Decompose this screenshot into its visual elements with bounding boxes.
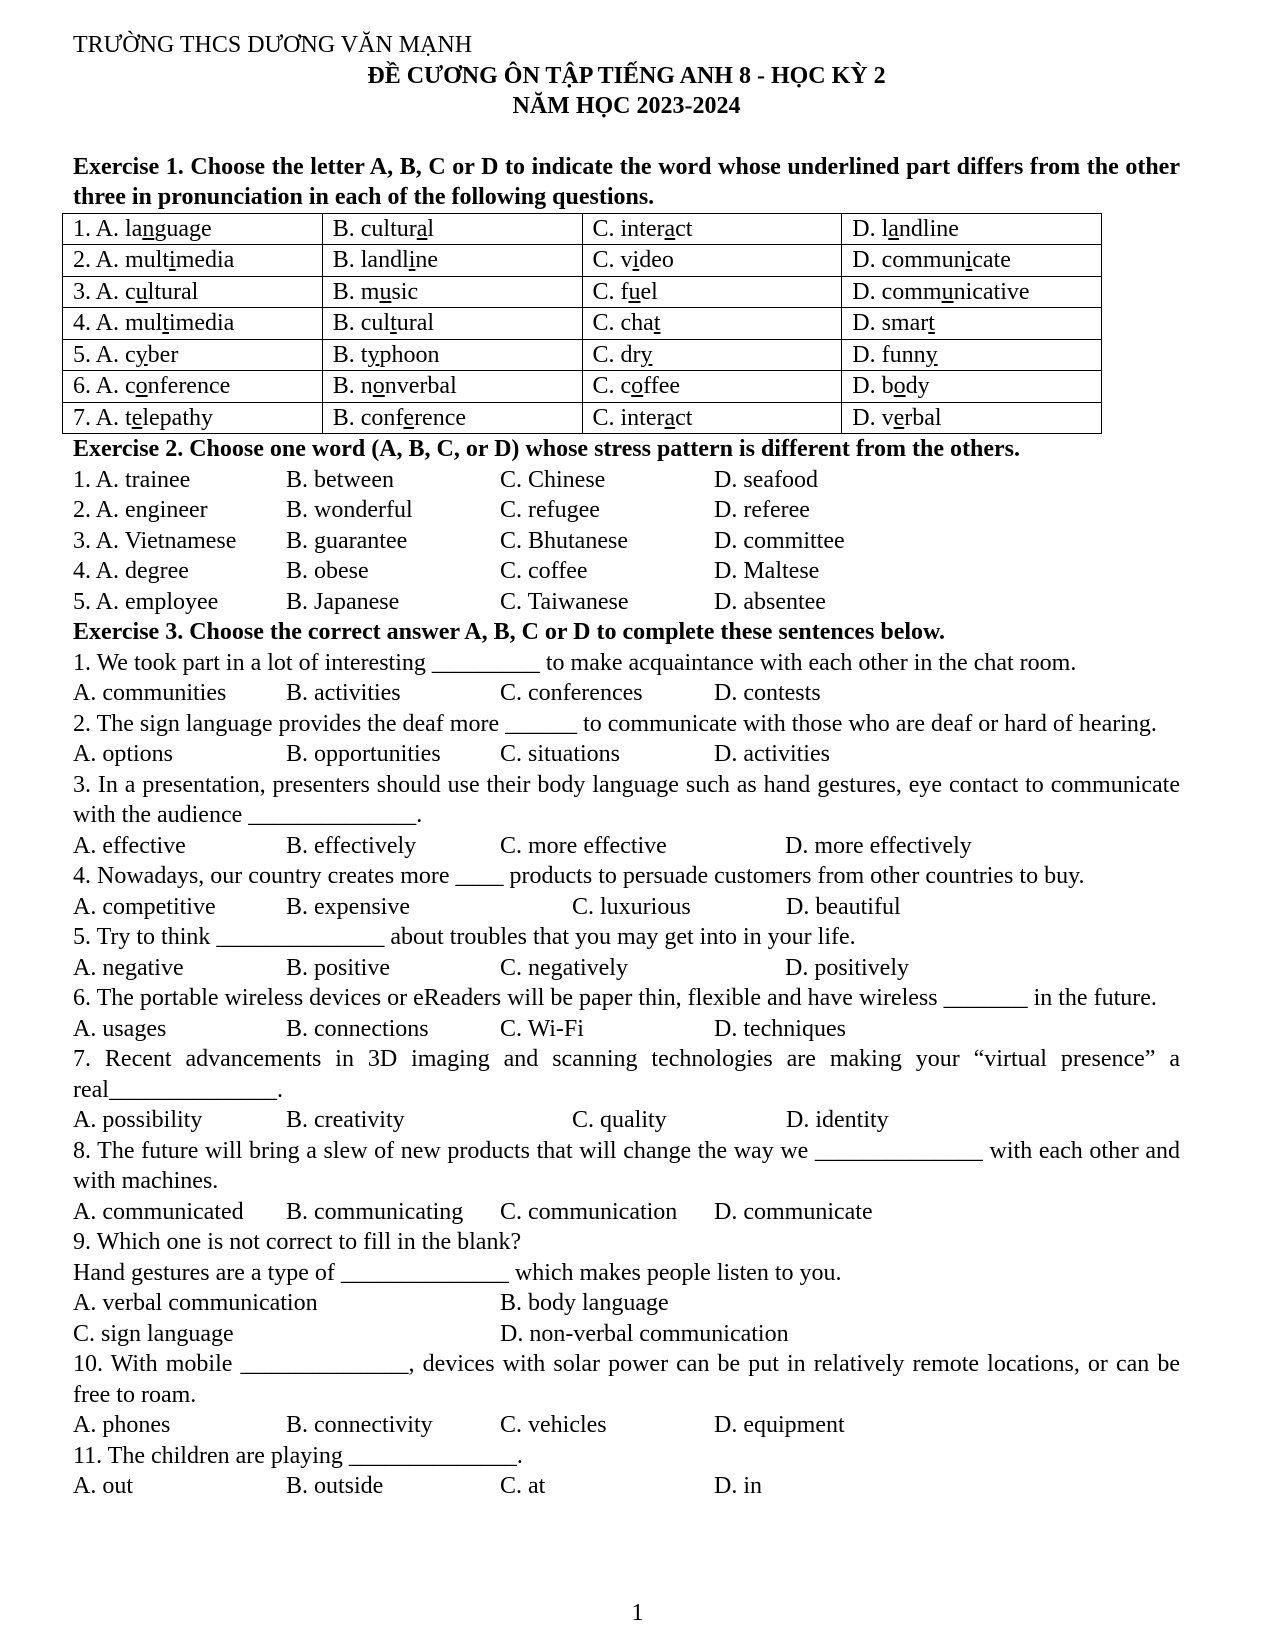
underlined-letters: e	[131, 404, 143, 431]
option-text-before: 4. A. mul	[73, 310, 163, 337]
page-number: 1	[631, 1600, 644, 1626]
option-text-after: ber	[147, 341, 179, 368]
option-text-before: 1. A. la	[73, 215, 143, 242]
exercise1-table	[62, 213, 1102, 435]
table-cell	[322, 371, 582, 403]
table-row	[63, 339, 1102, 371]
answer-option: B. obese	[286, 558, 369, 584]
question-text: 9. Which one is not correct to fill in the blank?	[73, 1229, 522, 1255]
option-text-after: ffee	[643, 373, 681, 400]
underlined-letters: y	[367, 341, 380, 368]
answer-option: B. effectively	[286, 832, 417, 859]
question-subtext: Hand gestures are a type of ______________ which makes people listen to you.	[73, 1259, 842, 1286]
table-cell	[322, 339, 582, 371]
table-cell	[322, 308, 582, 340]
table-cell	[842, 339, 1102, 371]
underlined-letters: a	[416, 215, 428, 242]
option-text-before: B. m	[332, 278, 380, 305]
table-cell	[582, 276, 842, 308]
underlined-letters: e	[893, 404, 905, 431]
option-text-before: D. v	[852, 404, 894, 431]
underlined-letters: i	[169, 247, 176, 274]
answer-option: C. at	[500, 1473, 546, 1499]
table-cell	[322, 245, 582, 277]
option-text-before: 6. A. c	[73, 373, 136, 400]
exercise2-list	[73, 465, 1180, 618]
option-text-before: C. dr	[592, 341, 641, 368]
option-row	[73, 495, 1180, 526]
answer-option: B. between	[286, 466, 394, 493]
option-text-before: B. cul	[332, 310, 391, 337]
underlined-letters: u	[135, 278, 148, 305]
option-text-after: rence	[414, 404, 467, 431]
option-row	[73, 678, 1180, 709]
option-row	[73, 1105, 1180, 1136]
table-row	[63, 276, 1102, 308]
underlined-letters: y	[135, 341, 148, 368]
option-text-after: nicative	[953, 278, 1030, 305]
answer-option: C. conferences	[500, 680, 643, 706]
underlined-letters: i	[408, 247, 416, 274]
option-text-after: nverbal	[384, 373, 457, 400]
underlined-letters: a	[888, 215, 899, 242]
exercise1-heading: Exercise 1. Choose the letter A, B, C or D to indicate the word whose underlined part differs from the other three in pronunciation in each of the following questions.	[73, 153, 1180, 210]
question-text: 11. The children are playing ______________.	[73, 1442, 523, 1469]
answer-option: B. positive	[286, 954, 391, 981]
answer-option: 2. A. engineer	[73, 497, 208, 523]
document-title: ĐỀ CƯƠNG ÔN TẬP TIẾNG ANH 8 - HỌC KỲ 2	[367, 62, 886, 89]
table-cell	[582, 213, 842, 245]
answer-option: B. expensive	[286, 893, 410, 920]
answer-option: A. possibility	[73, 1107, 203, 1133]
answer-option: 4. A. degree	[73, 558, 189, 584]
answer-option: D. activities	[714, 741, 830, 767]
underlined-letters: e	[403, 404, 415, 431]
answer-option: C. refugee	[500, 497, 600, 523]
answer-option: A. usages	[73, 1015, 167, 1042]
question-text: 4. Nowadays, our country creates more ____ products to persuade customers from other countries to buy.	[73, 863, 1085, 889]
option-text-after: ne	[415, 247, 439, 274]
underlined-letters: a	[664, 215, 676, 242]
option-text-before: D. b	[852, 373, 894, 400]
table-cell	[582, 402, 842, 434]
option-text-after: deo	[639, 247, 674, 274]
table-row	[63, 371, 1102, 403]
option-text-before: 3. A. c	[73, 278, 136, 305]
underlined-letters: i	[965, 247, 973, 274]
option-text-before: 5. A. c	[73, 341, 136, 368]
table-row	[63, 402, 1102, 434]
answer-option: D. positively	[785, 954, 909, 981]
option-text-before: C. cha	[592, 310, 654, 337]
option-text-after: dy	[905, 373, 930, 400]
answer-option: D. identity	[786, 1107, 889, 1133]
answer-option: B. Japanese	[286, 588, 400, 615]
answer-option: B. wonderful	[286, 497, 413, 523]
option-text-after: media	[175, 247, 235, 274]
exercise2-heading: Exercise 2. Choose one word (A, B, C, or D) whose stress pattern is different from the others.	[73, 436, 1020, 462]
table-cell	[842, 371, 1102, 403]
option-text-before: B. landl	[332, 247, 409, 274]
answer-option: D. communicate	[714, 1198, 873, 1225]
option-row	[73, 1197, 1180, 1228]
answer-option: B. outside	[286, 1473, 384, 1499]
option-text-after: cate	[972, 247, 1011, 274]
answer-option: B. guarantee	[286, 527, 408, 554]
option-text-before: B. conf	[332, 404, 404, 431]
exercise3-list	[73, 648, 1180, 1502]
answer-option: A. verbal communication	[73, 1290, 318, 1316]
option-row	[73, 587, 1180, 618]
answer-option: C. Taiwanese	[500, 588, 629, 615]
answer-option: B. communicating	[286, 1198, 464, 1225]
answer-option: B. creativity	[286, 1107, 405, 1133]
table-cell	[63, 339, 323, 371]
option-row	[73, 1288, 1180, 1319]
option-text-before: C. v	[592, 247, 633, 274]
underlined-letters: a	[664, 404, 676, 431]
table-cell	[582, 371, 842, 403]
option-row	[73, 465, 1180, 496]
answer-option: C. negatively	[500, 954, 628, 981]
answer-option: A. options	[73, 741, 174, 767]
answer-option: D. beautiful	[786, 893, 901, 920]
table-cell	[322, 402, 582, 434]
answer-option: A. communities	[73, 680, 227, 706]
option-row	[73, 892, 1180, 923]
table-cell	[842, 213, 1102, 245]
option-text-before: 7. A. t	[73, 404, 132, 431]
answer-option: A. negative	[73, 954, 184, 981]
underlined-letters: t	[390, 310, 397, 337]
answer-option: C. situations	[500, 741, 621, 767]
option-text-after: ct	[675, 404, 693, 431]
answer-option: 5. A. employee	[73, 588, 219, 615]
question-text: 8. The future will bring a slew of new products that will change the way we ______________ with each other and with machines.	[73, 1137, 1180, 1194]
option-text-after: nference	[147, 373, 231, 400]
table-cell	[322, 213, 582, 245]
answer-option: C. quality	[572, 1107, 667, 1133]
answer-option: A. effective	[73, 832, 186, 859]
option-row	[73, 526, 1180, 557]
answer-option: C. Chinese	[500, 466, 606, 493]
table-cell	[582, 308, 842, 340]
option-text-after: ndline	[898, 215, 959, 242]
question-text: 1. We took part in a lot of interesting _________ to make acquaintance with each other in the chat room.	[73, 649, 1077, 676]
question-text: 10. With mobile ______________, devices with solar power can be put in relatively remote locations, or can be free to roam.	[73, 1351, 1180, 1408]
table-cell	[322, 276, 582, 308]
option-text-before: B. t	[332, 341, 368, 368]
answer-option: A. phones	[73, 1412, 171, 1438]
question-text: 3. In a presentation, presenters should use their body language such as hand gestures, eye contact to communicate with the audience ______________.	[73, 771, 1180, 828]
answer-option: B. opportunities	[286, 741, 441, 767]
underlined-letters: o	[893, 373, 906, 400]
answer-option: D. absentee	[714, 588, 826, 615]
table-cell	[582, 245, 842, 277]
answer-option: D. more effectively	[785, 832, 972, 859]
answer-option: D. committee	[714, 527, 845, 554]
underlined-letters: y	[925, 341, 938, 368]
table-row	[63, 213, 1102, 245]
option-text-after: imedia	[169, 310, 235, 337]
table-row	[63, 245, 1102, 277]
table-cell	[63, 402, 323, 434]
option-text-before: B. n	[332, 373, 373, 400]
answer-option: B. body language	[500, 1290, 669, 1316]
answer-option: D. seafood	[714, 466, 818, 493]
table-cell	[842, 245, 1102, 277]
underlined-letters: t	[162, 310, 170, 337]
option-text-after: rbal	[904, 404, 942, 431]
option-row	[73, 831, 1180, 862]
answer-option: D. in	[714, 1473, 762, 1499]
option-text-before: C. inter	[592, 404, 665, 431]
question-text: 7. Recent advancements in 3D imaging and scanning technologies are making your “virtual presence” a real______________.	[73, 1046, 1180, 1103]
table-cell	[63, 213, 323, 245]
option-row	[73, 556, 1180, 587]
underlined-letters: u	[941, 278, 954, 305]
answer-option: C. luxurious	[572, 893, 691, 920]
option-text-before: D. comm	[852, 278, 942, 305]
option-text-after: el	[640, 278, 658, 305]
answer-option: A. communicated	[73, 1198, 244, 1225]
underlined-letters: o	[372, 373, 385, 400]
option-text-before: B. cultur	[332, 215, 417, 242]
answer-option: B. activities	[286, 680, 401, 706]
answer-option: C. vehicles	[500, 1412, 607, 1438]
option-row	[73, 1410, 1180, 1441]
option-text-after: phoon	[379, 341, 440, 368]
school-name: TRƯỜNG THCS DƯƠNG VĂN MẠNH	[73, 32, 473, 58]
question-text: 5. Try to think ______________ about troubles that you may get into in your life.	[73, 924, 856, 950]
answer-option: D. techniques	[714, 1015, 846, 1042]
exercise3-heading: Exercise 3. Choose the correct answer A, B, C or D to complete these sentences below.	[73, 619, 946, 645]
table-cell	[582, 339, 842, 371]
option-text-before: D. commun	[852, 247, 966, 274]
table-cell	[63, 308, 323, 340]
underlined-letters: y	[640, 341, 653, 368]
option-text-after: sic	[391, 278, 419, 305]
option-text-after: ltural	[147, 278, 199, 305]
underlined-letters: u	[379, 278, 392, 305]
question-text: 2. The sign language provides the deaf more ______ to communicate with those who are deaf or hard of hearing.	[73, 710, 1157, 737]
option-text-after: guage	[154, 215, 212, 242]
answer-option: C. more effective	[500, 832, 667, 859]
answer-option: D. non-verbal communication	[500, 1320, 789, 1347]
table-cell	[842, 276, 1102, 308]
option-row	[73, 739, 1180, 770]
table-row	[63, 308, 1102, 340]
question-text: 6. The portable wireless devices or eReaders will be paper thin, flexible and have wireless _______ in the future.	[73, 985, 1157, 1011]
answer-option: C. sign language	[73, 1320, 234, 1347]
option-row	[73, 953, 1180, 984]
answer-option: B. connections	[286, 1015, 429, 1042]
underlined-letters: n	[142, 215, 155, 242]
underlined-letters: t	[928, 310, 935, 337]
table-cell	[842, 402, 1102, 434]
option-text-before: C. c	[592, 373, 632, 400]
option-text-before: 2. A. mult	[73, 247, 170, 274]
answer-option: C. communication	[500, 1198, 678, 1225]
answer-option: A. competitive	[73, 893, 216, 920]
answer-option: C. coffee	[500, 558, 588, 584]
answer-option: D. contests	[714, 680, 821, 706]
option-row	[73, 1319, 1180, 1350]
option-text-after: ural	[396, 310, 435, 337]
table-cell	[63, 371, 323, 403]
table-cell	[63, 276, 323, 308]
school-year: NĂM HỌC 2023-2024	[512, 93, 741, 119]
table-cell	[63, 245, 323, 277]
answer-option: D. equipment	[714, 1412, 845, 1438]
answer-option: 3. A. Vietnamese	[73, 527, 237, 554]
option-text-after: lepathy	[142, 404, 213, 431]
underlined-letters: u	[628, 278, 641, 305]
table-cell	[842, 308, 1102, 340]
option-text-before: C. f	[592, 278, 629, 305]
option-text-after: ct	[675, 215, 693, 242]
answer-option: A. out	[73, 1473, 133, 1499]
underlined-letters: t	[653, 310, 661, 337]
option-text-after: l	[427, 215, 435, 242]
underlined-letters: o	[631, 373, 644, 400]
option-row	[73, 1471, 1180, 1502]
option-row	[73, 1014, 1180, 1045]
answer-option: C. Wi-Fi	[500, 1015, 584, 1042]
spacer	[73, 122, 1180, 152]
option-text-before: D. smar	[852, 310, 929, 337]
option-text-before: D. l	[852, 215, 889, 242]
answer-option: D. referee	[714, 497, 810, 523]
underlined-letters: i	[632, 247, 640, 274]
underlined-letters: o	[135, 373, 148, 400]
answer-option: C. Bhutanese	[500, 527, 628, 554]
option-text-before: C. inter	[592, 215, 665, 242]
answer-option: B. connectivity	[286, 1412, 433, 1438]
option-text-before: D. funn	[852, 341, 926, 368]
answer-option: 1. A. trainee	[73, 466, 191, 493]
answer-option: D. Maltese	[714, 558, 820, 584]
